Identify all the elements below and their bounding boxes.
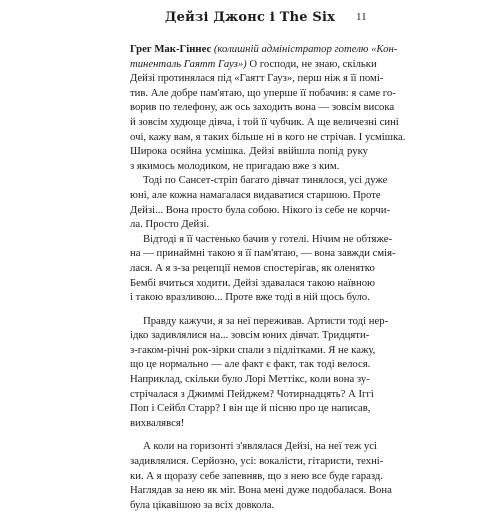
paragraph-line: була цікавішою за всіх довкола.: [130, 498, 275, 511]
paragraph-line: ідко задивлялися на... зовсім юних дівчат. Тридцяти-: [130, 329, 370, 342]
paragraph-line: юні, але кожна намагалася видаватися старшою. Проте: [130, 188, 381, 201]
paragraph-line: ла. Просто Дейзі.: [130, 218, 210, 231]
text-block: [130, 42, 406, 512]
paragraph-line: ворив по телефону, аж ось заходить вона — зовсім висока: [130, 101, 395, 114]
paragraph-line: Дейзі... Вона просто була собою. Нікого із себе не корчи-: [130, 203, 391, 216]
speaker-role: тиненталь Гаятт Гауз»): [130, 57, 247, 70]
paragraph-line: що це нормально — але факт є факт, так тоді велося.: [130, 358, 371, 371]
paragraph-gap: [130, 430, 368, 439]
paragraph-line: Наглядав за нею як міг. Вона мені дуже подобалася. Вона: [130, 484, 392, 497]
paragraph-gap: [130, 305, 368, 314]
paragraph-line: очі, кажу вам, я таких більше ні в кого не стрічав. І усмішка.: [130, 130, 406, 143]
paragraph-line: з-гаком-річні рок-зірки спали з підлітками. Я не кажу,: [130, 343, 376, 356]
paragraph-line: Широка осяйна усмішка. Дейзі ввійшла попід руку: [130, 145, 368, 158]
paragraph-line: на — принаймні такою я її пам'ятаю, — вона завжди смія-: [130, 247, 396, 260]
paragraph-line: задивлялися. Серйозно, усі: вокалісти, гітаристи, техні-: [130, 455, 384, 468]
paragraph-line: Дейзі протинялася під «Гаятт Гауз», перш ніж я її помі-: [130, 72, 384, 85]
paragraph-line: ки. А я щоразу себе запевняв, що з нею все буде гаразд.: [130, 469, 384, 482]
paragraph-line: з якимось молодиком, не пригадаю вже з ким.: [130, 159, 340, 172]
paragraph-line: й зовсім худюще дівча, і той її чубчик. А ще величезні сині: [130, 115, 399, 128]
paragraph-line: Тоді по Сансет-стріп багато дівчат тинялося, усі дуже: [143, 174, 388, 187]
paragraph-line: Бембі вчиться ходити. Дейзі здавалася такою наївною: [130, 276, 376, 289]
paragraph-line: Правду кажучи, я за неї переживав. Артисти тоді нер-: [143, 314, 389, 327]
paragraph-line: і такою вразливою... Проте вже тоді в ній щось було.: [130, 291, 370, 304]
paragraph-line: лася. А я з-за рецепції немов спостерігав, як оленятко: [130, 261, 375, 274]
paragraph-line: А коли на горизонті з'являлася Дейзі, на неї теж усі: [143, 440, 377, 453]
speaker-name: Грег Мак-Гіннес: [130, 43, 212, 55]
paragraph-line: Наприклад, скільки було Лорі Меттікс, коли вона зу-: [130, 373, 370, 386]
paragraph-line: вихвалявся!: [130, 416, 185, 429]
paragraph-line: [130, 42, 398, 57]
book-title: Дейзі Джонс і The Six: [164, 10, 336, 25]
paragraph-line: тив. Але добре пам'ятаю, що уперше її побачив: я саме го-: [130, 86, 396, 99]
paragraph-line: Поп і Сейбл Старр? І він ще й пісню про це написав,: [130, 402, 371, 415]
speaker-role: (колишній адміністратор готелю «Кон-: [213, 43, 398, 55]
paragraph-line: стрічалася з Джиммі Пейджем? Чотирнадцять? А Іггі: [130, 387, 374, 400]
page-number: 11: [356, 11, 367, 23]
paragraph-line: Відтоді я її частенько бачив у готелі. Нічим не обтяже-: [143, 232, 392, 245]
paragraph-line: [130, 57, 377, 72]
paragraph-text: О господи, не знаю, скільки: [246, 57, 377, 70]
running-head: [0, 10, 500, 30]
